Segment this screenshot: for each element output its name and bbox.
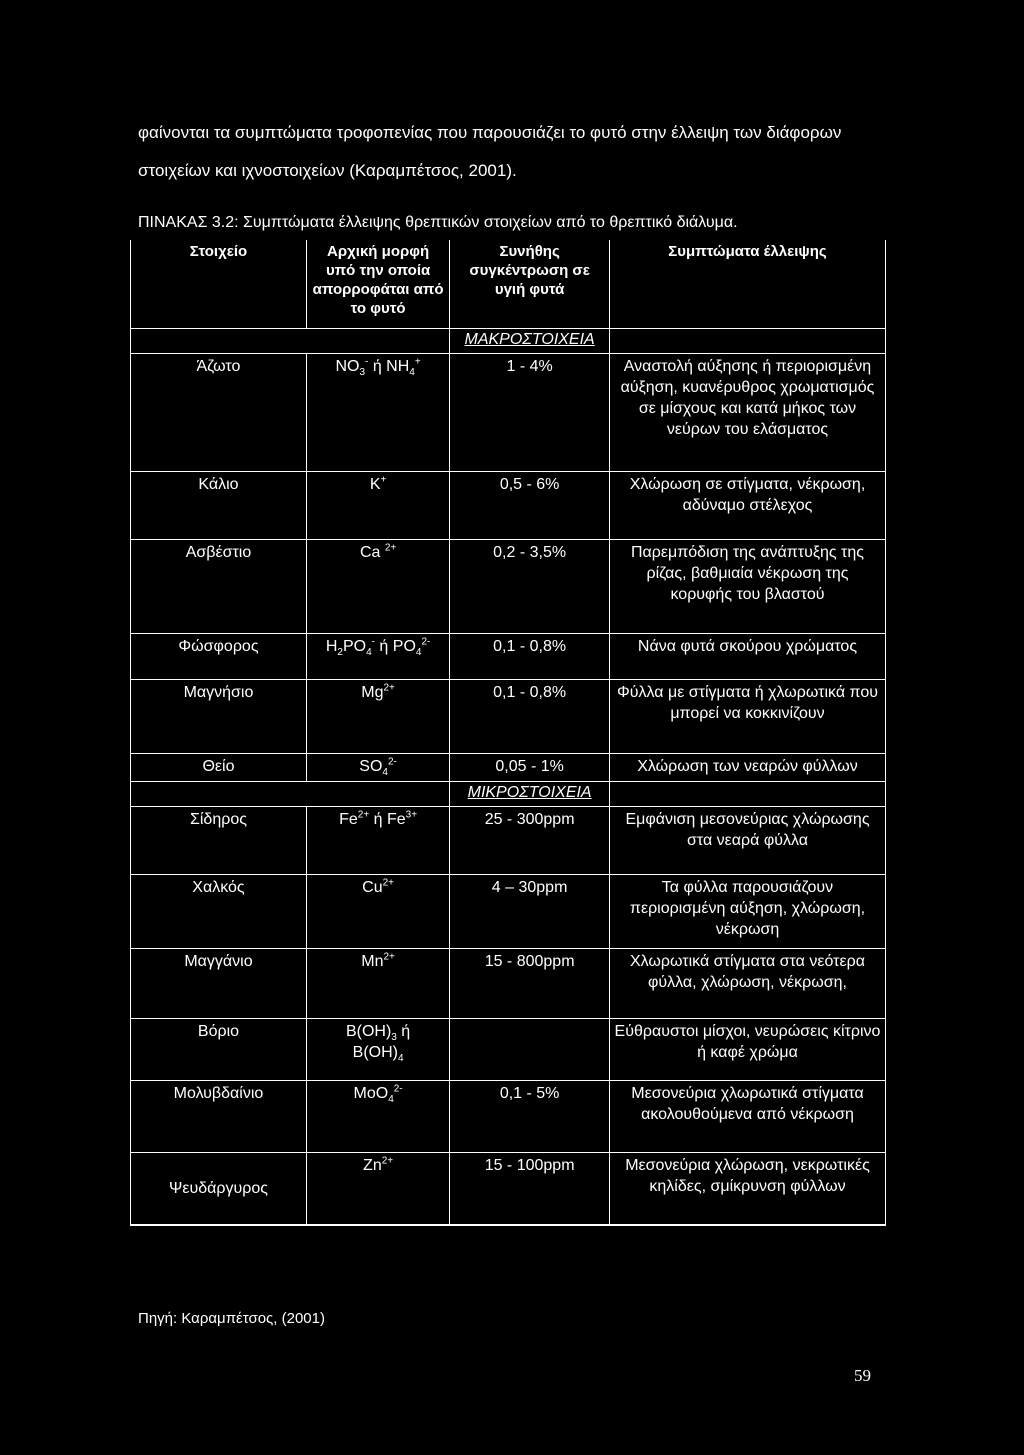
cell-form: $B(OH)_3$ ή $B(OH)_4$ <box>306 1019 449 1081</box>
table-row <box>131 1153 886 1225</box>
nutrient-deficiency-table <box>130 240 886 1226</box>
header-form: Αρχική μορφή υπό την οποία απορροφάται από το φυτό <box>306 240 449 329</box>
section-row-macro <box>131 329 886 354</box>
cell-concentration: 0,1 - 5% <box>450 1081 610 1153</box>
cell-form: $SO_4^{2-}$ <box>306 754 449 782</box>
cell-symptoms: Μεσονεύρια χλώρωση, νεκρωτικές κηλίδες, σμίκρυνση φύλλων <box>609 1153 885 1225</box>
cell-symptoms: Χλωρωτικά στίγματα στα νεότερα φύλλα, χλώρωση, νέκρωση, <box>609 949 885 1019</box>
cell-element: Ασβέστιο <box>131 540 307 634</box>
table-row <box>131 540 886 634</box>
cell-concentration: 0,5 - 6% <box>450 472 610 540</box>
cell-symptoms: Χλώρωση σε στίγματα, νέκρωση, αδύναμο στέλεχος <box>609 472 885 540</box>
cell-concentration: 0,1 - 0,8% <box>450 634 610 680</box>
table-row <box>131 1019 886 1081</box>
cell-form: $Fe^{2+}$ ή $Fe^{3+}$ <box>306 807 449 875</box>
cell-element: Μαγγάνιο <box>131 949 307 1019</box>
cell-concentration: 15 - 100ppm <box>450 1153 610 1225</box>
cell-concentration <box>450 1019 610 1081</box>
cell-element: Χαλκός <box>131 875 307 949</box>
cell-concentration: 0,2 - 3,5% <box>450 540 610 634</box>
intro-paragraph: φαίνονται τα συμπτώματα τροφοπενίας που παρουσιάζει το φυτό στην έλλειψη των διάφορων στοιχείων και ιχνοστοιχείων (Καραμπέτσος, 2001). <box>138 123 842 180</box>
cell-element: Φώσφορος <box>131 634 307 680</box>
table-row <box>131 680 886 754</box>
cell-element: Σίδηρος <box>131 807 307 875</box>
table-row <box>131 754 886 782</box>
cell-symptoms: Μεσονεύρια χλωρωτικά στίγματα ακολουθούμενα από νέκρωση <box>609 1081 885 1153</box>
table-caption: ΠΙΝΑΚΑΣ 3.2: Συμπτώματα έλλειψης θρεπτικών στοιχείων από το θρεπτικό διάλυμα. <box>138 214 738 231</box>
cell-concentration: 1 - 4% <box>450 354 610 472</box>
cell-form: $H_2PO_4^-$ ή $PO_4^{2-}$ <box>306 634 449 680</box>
page-number: 59 <box>854 1366 871 1385</box>
cell-form: $Cu^{2+}$ <box>306 875 449 949</box>
table-row <box>131 807 886 875</box>
header-element: Στοιχείο <box>131 240 307 329</box>
cell-form: K+ <box>306 472 449 540</box>
table-header-row <box>131 240 886 329</box>
cell-concentration: 4 – 30ppm <box>450 875 610 949</box>
table-row <box>131 949 886 1019</box>
cell-symptoms: Αναστολή αύξησης ή περιορισμένη αύξηση, κυανέρυθρος χρωματισμός σε μίσχους και κατά μήκος των νεύρων του ελάσματος <box>609 354 885 472</box>
cell-element: Μολυβδαίνιο <box>131 1081 307 1153</box>
cell-element: Ψευδάργυρος <box>131 1153 307 1225</box>
header-symptoms: Συμπτώματα έλλειψης <box>609 240 885 329</box>
cell-symptoms: Εμφάνιση μεσονεύριας χλώρωσης στα νεαρά φύλλα <box>609 807 885 875</box>
section-macro-label: ΜΑΚΡΟΣΤΟΙΧΕΙΑ <box>450 329 610 354</box>
cell-element: Κάλιο <box>131 472 307 540</box>
cell-symptoms: Νάνα φυτά σκούρου χρώματος <box>609 634 885 680</box>
section-row-micro <box>131 782 886 807</box>
cell-concentration: 15 - 800ppm <box>450 949 610 1019</box>
source-note: Πηγή: Καραμπέτσος, (2001) <box>138 1310 325 1327</box>
scan-artifact <box>0 2 1024 10</box>
cell-concentration: 0,05 - 1% <box>450 754 610 782</box>
table-row <box>131 875 886 949</box>
section-micro-label: ΜΙΚΡΟΣΤΟΙΧΕΙΑ <box>450 782 610 807</box>
table-row <box>131 634 886 680</box>
cell-form: $Mn^{2+}$ <box>306 949 449 1019</box>
cell-element: Βόριο <box>131 1019 307 1081</box>
cell-element: Μαγνήσιο <box>131 680 307 754</box>
cell-symptoms: Φύλλα με στίγματα ή χλωρωτικά που μπορεί να κοκκινίζουν <box>609 680 885 754</box>
cell-form: MoO$_4^{2-}$ <box>306 1081 449 1153</box>
cell-symptoms: Εύθραυστοι μίσχοι, νευρώσεις κίτρινο ή καφέ χρώμα <box>609 1019 885 1081</box>
cell-form: $Zn^{2+}$ <box>306 1153 449 1225</box>
cell-form: $NO_3^-$ ή $NH_4^+$ <box>306 354 449 472</box>
cell-form: Ca $^{2+}$ <box>306 540 449 634</box>
cell-form: $Mg^{2+}$ <box>306 680 449 754</box>
header-concentration: Συνήθης συγκέντρωση σε υγιή φυτά <box>450 240 610 329</box>
table-row <box>131 1081 886 1153</box>
table-row <box>131 472 886 540</box>
cell-element: Άζωτο <box>131 354 307 472</box>
cell-symptoms: Χλώρωση των νεαρών φύλλων <box>609 754 885 782</box>
cell-concentration: 0,1 - 0,8% <box>450 680 610 754</box>
cell-concentration: 25 - 300ppm <box>450 807 610 875</box>
table-row <box>131 354 886 472</box>
cell-symptoms: Παρεμπόδιση της ανάπτυξης της ρίζας, βαθμιαία νέκρωση της κορυφής του βλαστού <box>609 540 885 634</box>
cell-element: Θείο <box>131 754 307 782</box>
cell-symptoms: Τα φύλλα παρουσιάζουν περιορισμένη αύξηση, χλώρωση, νέκρωση <box>609 875 885 949</box>
